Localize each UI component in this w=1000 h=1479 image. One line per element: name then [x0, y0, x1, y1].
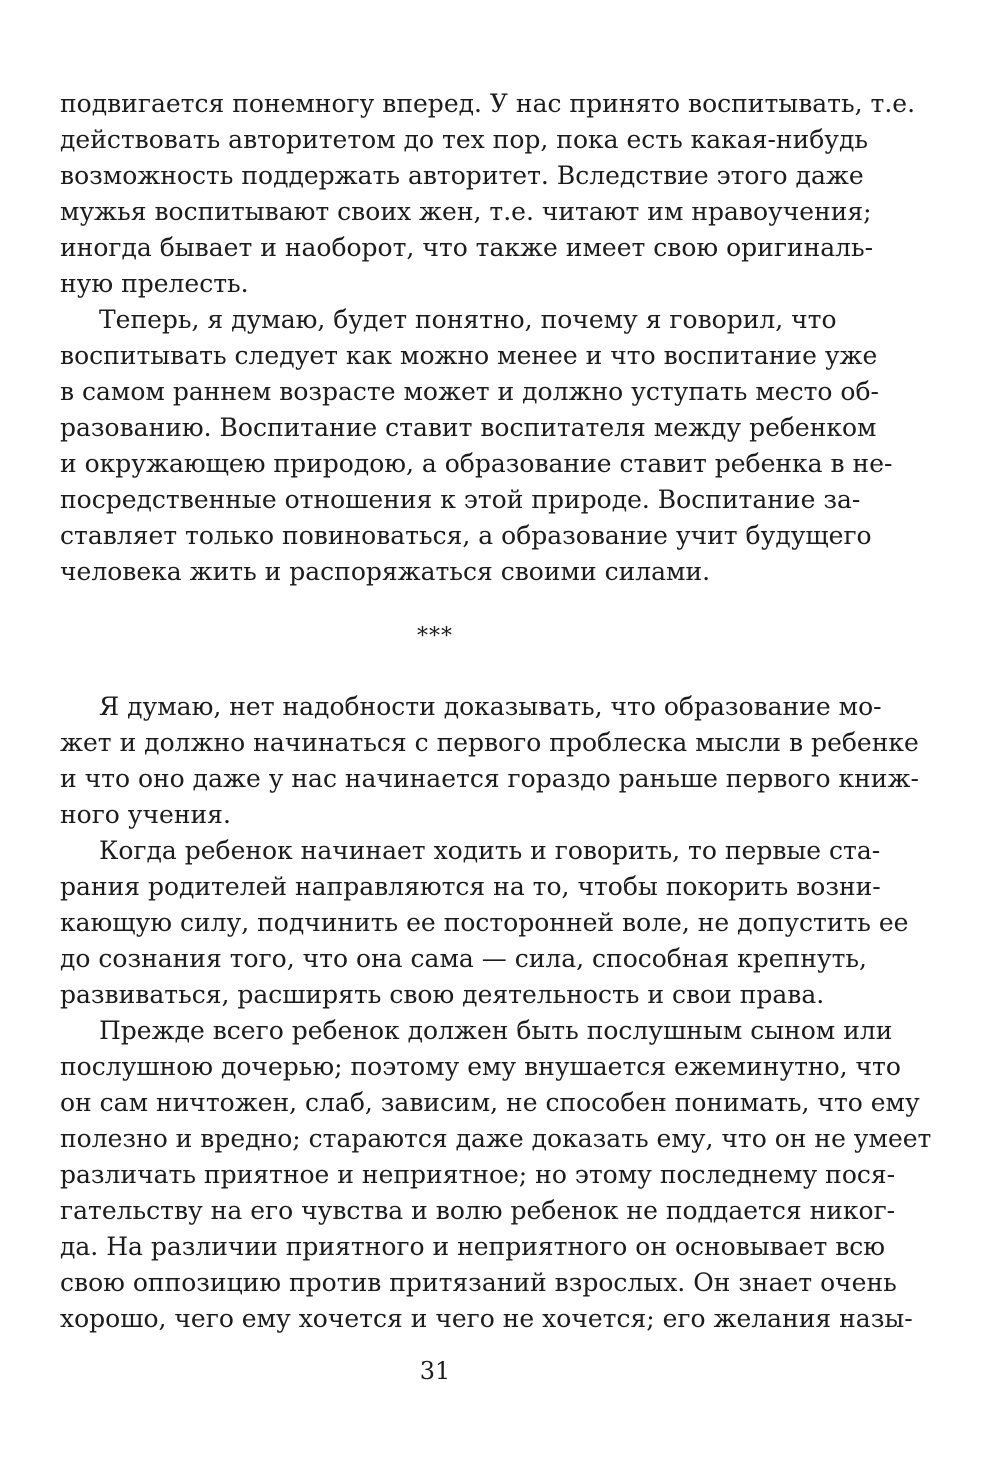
text-line: Я думаю, нет надобности доказывать, что образование мо-: [99, 692, 882, 721]
text-line: и что оно даже у нас начинается гораздо раньше первого книж-: [60, 764, 919, 793]
text-line: в самом раннем возрасте может и должно уступать место об-: [60, 377, 879, 406]
text-line: Когда ребенок начинает ходить и говорить, то первые ста-: [99, 836, 881, 865]
text-line: жет и должно начинаться с первого проблеска мысли в ребенке: [60, 728, 919, 757]
text-line: разованию. Воспитание ставит воспитателя между ребенком: [60, 413, 877, 442]
text-line: ного учения.: [60, 800, 231, 829]
text-line: развиваться, расширять свою деятельность и свои права.: [60, 980, 825, 1009]
text-line: воспитывать следует как можно менее и что воспитание уже: [60, 341, 878, 370]
text-line: полезно и вредно; стараются даже доказать ему, что он не умеет: [60, 1124, 932, 1153]
text-line: Теперь, я думаю, будет понятно, почему я говорил, что: [99, 305, 837, 334]
text-line: мужья воспитывают своих жен, т.е. читают им нравоучения;: [60, 197, 872, 226]
text-line: подвигается понемногу вперед. У нас принято воспитывать, т.е.: [60, 89, 916, 118]
text-line: иногда бывает и наоборот, что также имеет свою оригиналь-: [60, 233, 874, 262]
text-line: свою оппозицию против притязаний взрослых. Он знает очень: [60, 1268, 897, 1297]
text-line: возможность поддержать авторитет. Вследствие этого даже: [60, 161, 864, 190]
text-line: ную прелесть.: [60, 269, 249, 298]
text-line: хорошо, чего ему хочется и чего не хочется; его желания назы-: [60, 1304, 913, 1333]
text-line: ставляет только повиноваться, а образование учит будущего: [60, 521, 872, 550]
text-line: Прежде всего ребенок должен быть послушным сыном или: [99, 1016, 893, 1045]
section-divider: ***: [417, 624, 453, 649]
text-line: различать приятное и неприятное; но этому последнему пося-: [60, 1160, 896, 1189]
text-line: действовать авторитетом до тех пор, пока есть какая-нибудь: [60, 125, 869, 154]
text-line: посредственные отношения к этой природе. Воспитание за-: [60, 485, 861, 514]
text-line: гательству на его чувства и волю ребенок не поддается никог-: [60, 1196, 896, 1225]
text-line: да. На различии приятного и неприятного он основывает всю: [60, 1232, 886, 1261]
text-line: и окружающею природою, а образование ставит ребенка в не-: [60, 449, 893, 478]
page-number: 31: [419, 1357, 451, 1385]
text-line: он сам ничтожен, слаб, зависим, не способен понимать, что ему: [60, 1088, 920, 1117]
text-line: кающую силу, подчинить ее посторонней воле, не допустить ее: [60, 908, 909, 937]
text-line: рания родителей направляются на то, чтобы покорить возни-: [60, 872, 881, 901]
text-line: человека жить и распоряжаться своими силами.: [60, 557, 711, 586]
text-line: до сознания того, что она сама — сила, способная крепнуть,: [60, 944, 867, 973]
text-line: послушною дочерью; поэтому ему внушается ежеминутно, что: [60, 1052, 901, 1081]
